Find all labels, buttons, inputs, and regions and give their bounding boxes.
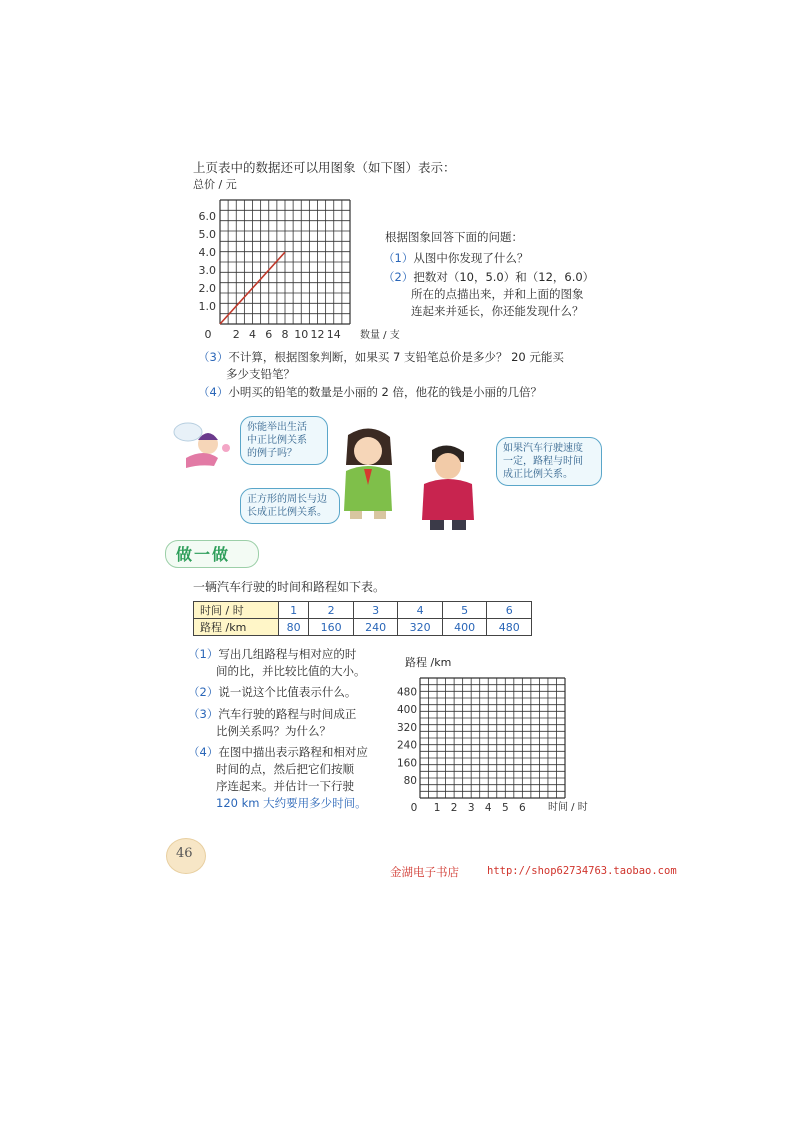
table-cell: 路程 /km bbox=[194, 619, 279, 636]
task-4-line1: 在图中描出表示路程和相对应 bbox=[218, 745, 368, 759]
boy-illustration bbox=[412, 440, 482, 532]
chart2-y-tick-label: 320 bbox=[396, 721, 417, 734]
chart1-x-tick-label: 12 bbox=[310, 328, 325, 341]
chart2-origin-label: 0 bbox=[410, 802, 418, 814]
chart1-y-tick-label: 5.0 bbox=[198, 228, 216, 242]
chart2-x-tick-label: 3 bbox=[467, 802, 475, 814]
table-cell: 4 bbox=[398, 602, 443, 619]
task-3 bbox=[188, 706, 356, 740]
page-number: 46 bbox=[176, 846, 193, 861]
chart1-y-tick-label: 4.0 bbox=[198, 246, 216, 260]
chart1-x-tick-label: 4 bbox=[249, 328, 256, 341]
task-1 bbox=[188, 646, 366, 680]
chart1-x-tick-label: 10 bbox=[294, 328, 309, 341]
table-cell: 80 bbox=[279, 619, 309, 636]
footer-url[interactable]: http://shop62734763.taobao.com bbox=[487, 865, 677, 877]
question-3-line2: 多少支铅笔？ bbox=[226, 367, 295, 381]
table-cell: 320 bbox=[398, 619, 443, 636]
chart1-x-tick-label: 2 bbox=[232, 328, 240, 341]
question-4 bbox=[198, 384, 542, 401]
bubble-car bbox=[496, 437, 602, 486]
chart2-y-tick-label: 240 bbox=[396, 739, 417, 752]
task-2-line1: 说一说这个比值表示什么。 bbox=[218, 685, 357, 699]
task-4-line4: 120 km 大约要用多少时间。 bbox=[216, 796, 367, 810]
question-1-text: 从图中你发现了什么？ bbox=[413, 251, 529, 265]
chart1-y-tick-label: 1.0 bbox=[198, 300, 216, 314]
chart2-x-tick-label: 5 bbox=[501, 802, 509, 814]
chart1-origin-label: 0 bbox=[204, 328, 212, 341]
chart1-x-tick-label: 6 bbox=[265, 328, 273, 341]
task-4-line3: 序连起来。并估计一下行驶 bbox=[216, 779, 354, 793]
task-1-line1: 写出几组路程与相对应的时 bbox=[218, 647, 357, 661]
task-3-line2: 比例关系吗？为什么？ bbox=[216, 724, 331, 738]
question-1 bbox=[383, 250, 528, 267]
chart1-y-tick-label: 2.0 bbox=[198, 282, 216, 296]
table-row bbox=[194, 602, 532, 619]
table-cell: 2 bbox=[309, 602, 354, 619]
task-3-number: （3） bbox=[188, 707, 219, 721]
bubble-square-line2: 长成正比例关系。 bbox=[247, 507, 327, 518]
table-cell: 5 bbox=[442, 602, 487, 619]
question-3-line1: 不计算，根据图象判断，如果买 7 支铅笔总价是多少？ 20 元能买 bbox=[228, 350, 564, 364]
chart2-y-tick-label: 160 bbox=[396, 757, 417, 770]
chart1-y-tick-label: 3.0 bbox=[198, 264, 216, 278]
chart1-svg bbox=[190, 188, 420, 348]
bubble-question-line1: 你能举出生活 bbox=[247, 422, 307, 433]
bubble-car-line3: 成正比例关系。 bbox=[503, 469, 573, 480]
question-4-text: 小明买的铅笔的数量是小丽的 2 倍，他花的钱是小丽的几倍？ bbox=[228, 385, 542, 399]
table-row bbox=[194, 619, 532, 636]
question-2-line3: 连起来并延长，你还能发现什么？ bbox=[411, 304, 584, 318]
task-4-line2: 时间的点，然后把它们按顺 bbox=[216, 762, 354, 776]
chart2-svg bbox=[390, 668, 590, 818]
task-4 bbox=[188, 744, 368, 812]
footer-store: 金湖电子书店 bbox=[390, 865, 459, 879]
task-3-line1: 汽车行驶的路程与时间成正 bbox=[218, 707, 357, 721]
chart2-x-tick-label: 4 bbox=[484, 802, 492, 814]
task-2-number: （2） bbox=[188, 685, 219, 699]
table-cell: 1 bbox=[279, 602, 309, 619]
travel-table bbox=[193, 601, 532, 636]
questions-intro: 根据图象回答下面的问题： bbox=[385, 230, 523, 244]
table-cell: 160 bbox=[309, 619, 354, 636]
section-title: 做一做 bbox=[176, 545, 231, 564]
question-2-number: （2） bbox=[383, 270, 414, 284]
question-3 bbox=[198, 349, 564, 383]
table-intro: 一辆汽车行驶的时间和路程如下表。 bbox=[193, 580, 386, 594]
table-cell: 480 bbox=[487, 619, 532, 636]
chart2-grid bbox=[420, 678, 565, 798]
question-2 bbox=[383, 269, 594, 320]
fairy-illustration bbox=[170, 418, 232, 478]
task-2 bbox=[188, 684, 356, 701]
task-1-line2: 间的比，并比较比值的大小。 bbox=[216, 664, 366, 678]
chart1-x-tick-label: 8 bbox=[281, 328, 289, 341]
chart2-y-tick-label: 480 bbox=[396, 686, 417, 699]
chart1-ylabel: 总价 / 元 bbox=[193, 178, 237, 191]
chart2-ylabel: 路程 /km bbox=[405, 656, 452, 669]
chart2-y-tick-label: 400 bbox=[396, 704, 417, 717]
girl-illustration bbox=[330, 425, 410, 521]
table-cell: 240 bbox=[353, 619, 398, 636]
bubble-car-line2: 一定，路程与时间 bbox=[503, 456, 583, 467]
table-cell: 3 bbox=[353, 602, 398, 619]
chart1-xlabel: 数量 / 支 bbox=[360, 330, 400, 341]
intro-text: 上页表中的数据还可以用图象（如下图）表示： bbox=[193, 160, 456, 175]
bubble-question-line3: 的例子吗？ bbox=[247, 448, 297, 459]
bubble-car-line1: 如果汽车行驶速度 bbox=[503, 443, 583, 454]
table-cell: 6 bbox=[487, 602, 532, 619]
question-4-number: （4） bbox=[198, 385, 229, 399]
question-2-line2: 所在的点描出来，并和上面的图象 bbox=[411, 287, 584, 301]
question-2-line1: 把数对（10，5.0）和（12，6.0） bbox=[413, 270, 595, 284]
chart2-y-tick-label: 80 bbox=[403, 775, 417, 788]
chart2-x-tick-label: 1 bbox=[433, 802, 441, 814]
chart1-y-tick-label: 6.0 bbox=[198, 210, 216, 224]
task-4-number: （4） bbox=[188, 745, 219, 759]
bubble-square bbox=[240, 488, 340, 524]
bubble-question bbox=[240, 416, 328, 465]
bubble-question-line2: 中正比例关系 bbox=[247, 435, 307, 446]
table-cell: 时间 / 时 bbox=[194, 602, 279, 619]
table-cell: 400 bbox=[442, 619, 487, 636]
question-1-number: （1） bbox=[383, 251, 414, 265]
chart2-ticks bbox=[397, 686, 526, 814]
bubble-square-line1: 正方形的周长与边 bbox=[247, 494, 327, 505]
chart1-grid bbox=[220, 200, 350, 324]
chart1-x-tick-label: 14 bbox=[326, 328, 341, 341]
chart2-x-tick-label: 6 bbox=[519, 802, 526, 814]
question-3-number: （3） bbox=[198, 350, 229, 364]
chart2-x-tick-label: 2 bbox=[450, 802, 458, 814]
task-1-number: （1） bbox=[188, 647, 219, 661]
chart2-xlabel: 时间 / 时 bbox=[548, 802, 588, 813]
